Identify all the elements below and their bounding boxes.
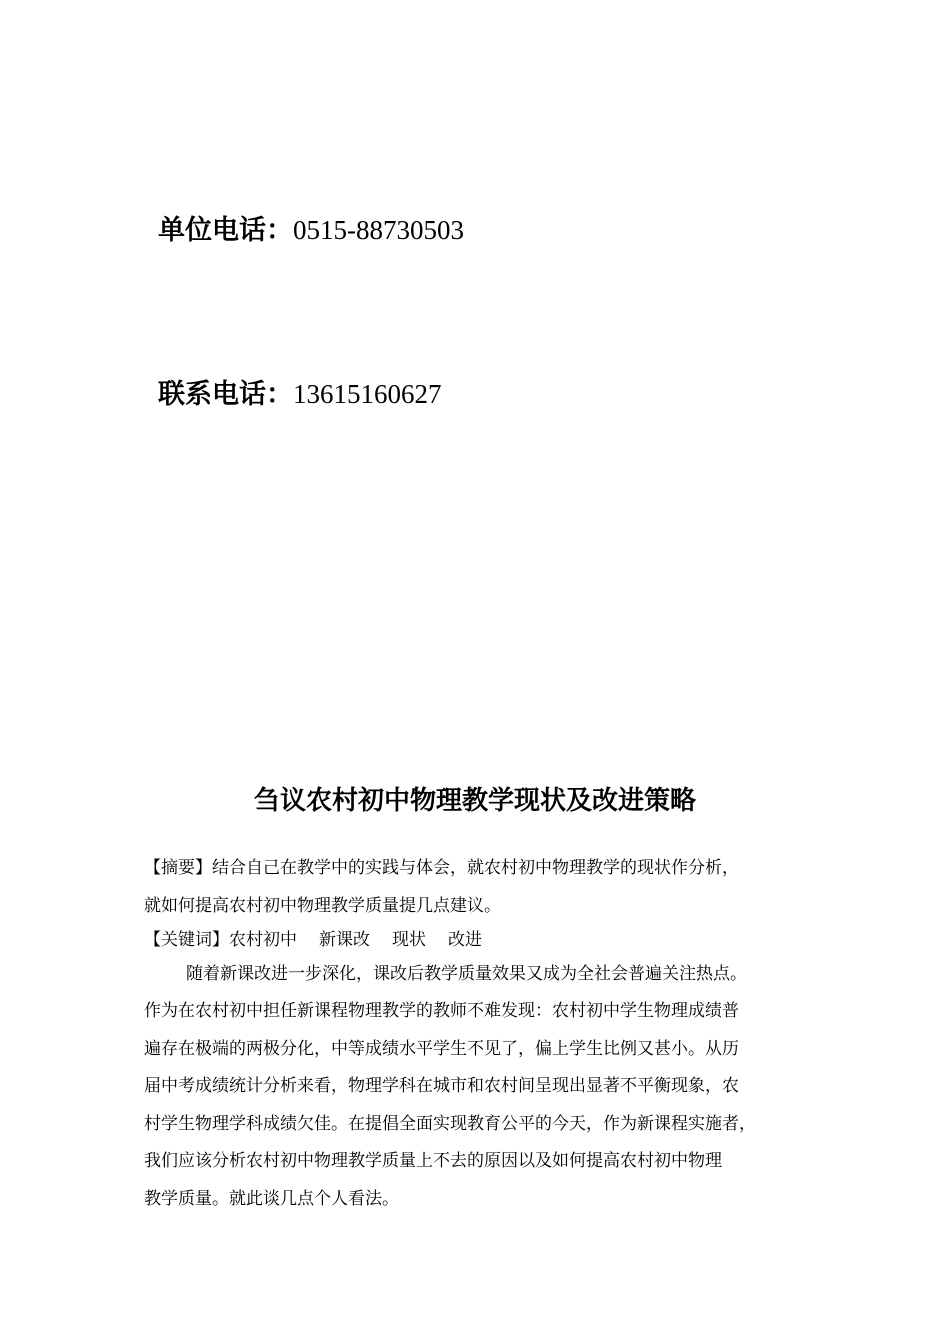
paragraph-line: 届中考成绩统计分析来看，物理学科在城市和农村间呈现出显著不平衡现象，农 [144,1076,739,1096]
keyword-item: 改进 [448,930,482,950]
contact-phone-label: 联系电话： [158,379,293,410]
keyword-item: 现状 [392,930,426,950]
unit-phone-value: 0515-88730503 [293,215,464,245]
paragraph-line: 教学质量。就此谈几点个人看法。 [144,1189,399,1209]
abstract-line-2: 就如何提高农村初中物理教学质量提几点建议。 [144,896,501,916]
unit-phone-line [158,214,464,247]
paragraph-line: 作为在农村初中担任新课程物理教学的教师不难发现：农村初中学生物理成绩普 [144,1001,739,1021]
contact-phone-line [158,378,442,411]
keyword-item: 农村初中 [229,930,297,950]
keywords-line [144,927,482,953]
keywords-label: 【关键词】 [144,930,229,950]
contact-phone-value: 13615160627 [293,379,442,409]
paragraph-line: 我们应该分析农村初中物理教学质量上不去的原因以及如何提高农村初中物理 [144,1151,722,1171]
paragraph-line: 村学生物理学科成绩欠佳。在提倡全面实现教育公平的今天，作为新课程实施者， [144,1114,756,1134]
paragraph-line: 随着新课改进一步深化，课改后教学质量效果又成为全社会普遍关注热点。 [186,964,747,984]
keyword-item: 新课改 [319,930,370,950]
unit-phone-label: 单位电话： [158,215,293,246]
abstract-line-1: 【摘要】结合自己在教学中的实践与体会，就农村初中物理教学的现状作分析， [144,858,739,878]
paragraph-line: 遍存在极端的两极分化，中等成绩水平学生不见了，偏上学生比例又甚小。从历 [144,1039,739,1059]
document-title: 刍议农村初中物理教学现状及改进策略 [253,786,696,816]
